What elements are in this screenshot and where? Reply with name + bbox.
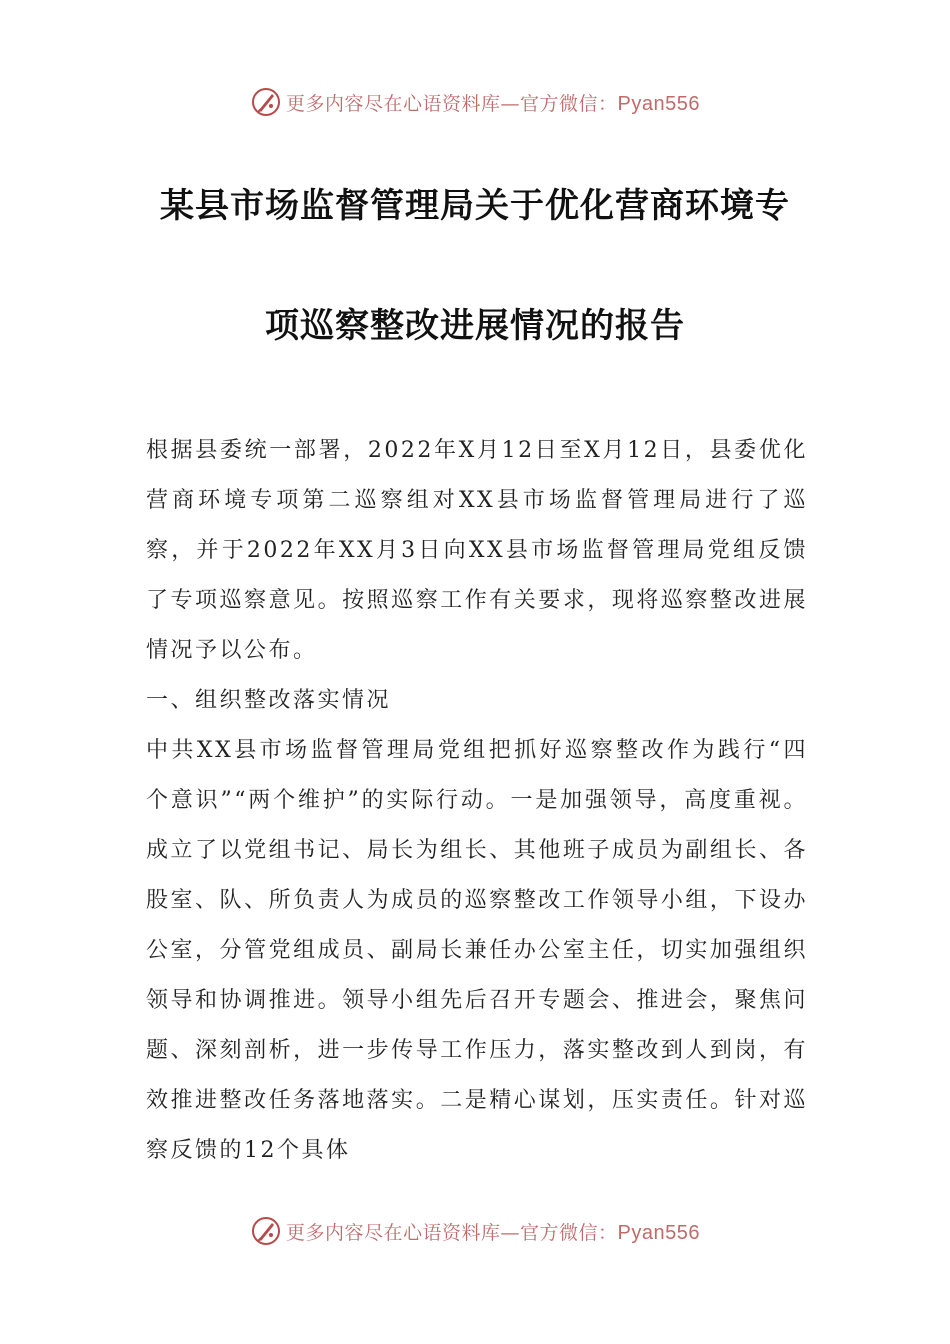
footer-watermark — [0, 1211, 950, 1251]
quill-logo-icon — [250, 86, 282, 118]
document-body — [146, 426, 808, 1176]
quill-logo-icon — [250, 1215, 282, 1247]
header-watermark — [0, 82, 950, 122]
document-title-line-1: 某县市场监督管理局关于优化营商环境专 — [160, 186, 790, 226]
paragraph-section-1: 中共XX县市场监督管理局党组把抓好巡察整改作为践行“四个意识”“两个维护”的实际行动。一是加强领导，高度重视。成立了以党组书记、局长为组长、其他班子成员为副组长、各股室、队、所负责人为成员的巡察整改工作领导小组，下设办公室，分管党组成员、副局长兼任办公室主任，切实加强组织领导和协调推进。领导小组先后召开专题会、推进会，聚焦问题、深刻剖析，进一步传导工作压力，落实整改到人到岗，有效推进整改任务落地落实。二是精心谋划，压实责任。针对巡察反馈的12个具体 — [146, 738, 808, 1163]
watermark-text: 更多内容尽在心语资料库—官方微信：Pyan556 — [286, 92, 700, 115]
paragraph-intro: 根据县委统一部署，2022年X月12日至X月12日，县委优化营商环境专项第二巡察组对XX县市场监督管理局进行了巡察，并于2022年XX月3日向XX县市场监督管理局党组反馈了专项巡察意见。按照巡察工作有关要求，现将巡察整改进展情况予以公布。 — [146, 438, 808, 663]
document-title-line-2: 项巡察整改进展情况的报告 — [265, 306, 685, 346]
section-heading: 一、组织整改落实情况 — [146, 688, 392, 713]
watermark-text: 更多内容尽在心语资料库—官方微信：Pyan556 — [286, 1221, 700, 1244]
